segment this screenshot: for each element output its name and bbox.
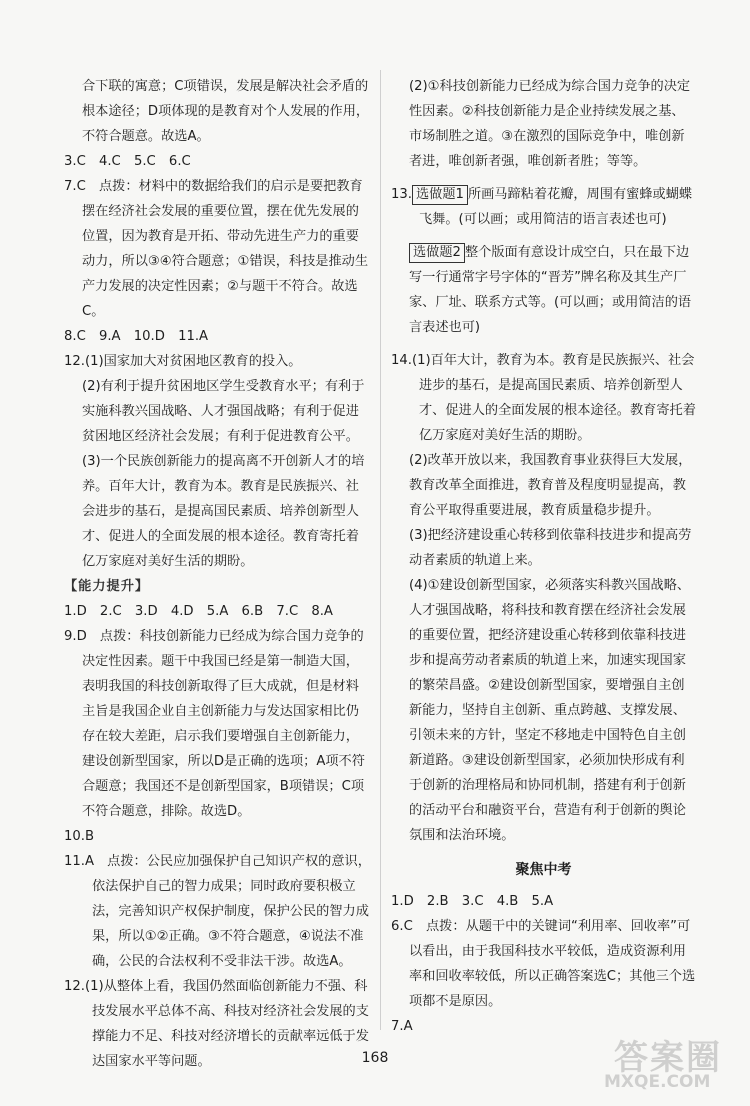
question-13 <box>391 182 696 232</box>
column-divider <box>380 70 381 1030</box>
answer-paragraph: 【能力提升】 <box>64 579 150 594</box>
answer-paragraph: 7.A <box>391 1019 413 1034</box>
answer-paragraph: 12.(1)国家加大对贫困地区教育的投入。 <box>64 354 302 369</box>
page-number: 168 <box>361 1050 389 1066</box>
answer-paragraph: (4)①建设创新型国家，必须落实科教兴国战略、人才强国战略，将科技和教育摆在经济社会发展的重要位置，把经济建设重心转移到依靠科技进步和提高劳动者素质的轨道上来，加速实现国家的繁荣昌盛。②建设创新型国家，要增强自主创新能力，坚持自主创新、重点跨越、支撑发展、引领未来的方针，坚定不移地走中国特色自主创新道路。③建设创新型国家，必须加快形成有利于创新的治理格局和协同机制，搭建有利于创新的活动平台和融资平台，营造有利于创新的舆论氛围和法治环境。 <box>409 578 691 843</box>
q13-option-box-1: 选做题1 <box>412 185 468 205</box>
answer-paragraph: (2)改革开放以来，我国教育事业获得巨大发展，教育改革全面推进，教育普及程度明显提高，教育公平取得重要进展，教育质量稳步提升。 <box>409 453 692 518</box>
watermark-logo <box>600 1028 740 1098</box>
answer-paragraph: 7.C 点拨：材料中的数据给我们的启示是要把教育摆在经济社会发展的重要位置，摆在优先发展的位置，因为教育是开拓、带动先进生产力的重要动力，所以③④符合题意；①错误，科技是推动生产力发展的决定性因素；②与题干不符合。故选C。 <box>64 179 369 319</box>
q13-answer-1: 所画马蹄粘着花瓣，周围有蜜蜂或蝴蝶飞舞。(可以画；或用简洁的语言表述也可) <box>419 187 693 227</box>
answer-paragraph: 8.C 9.A 10.D 11.A <box>64 329 209 344</box>
q13-answer-2: 整个版面有意设计成空白，只在最下边写一行通常字号字体的“晋芳”牌名称及其生产厂家、厂址、联系方式等。(可以画；或用简洁的语言表述也可) <box>409 245 692 335</box>
answer-paragraph: (3)把经济建设重心转移到依靠科技进步和提高劳动者素质的轨道上来。 <box>409 528 692 568</box>
answer-paragraph: 6.C 点拨：从题干中的关键词“利用率、回收率”可以看出，由于我国科技水平较低，造成资源利用率和回收率较低，所以正确答案选C；其他三个选项都不是原因。 <box>391 919 696 1009</box>
watermark-text: 答案圈 <box>614 1038 722 1078</box>
answer-paragraph: 12.(1)从整体上看，我国仍然面临创新能力不强、科技发展水平总体不高、科技对经济社会发展的支撑能力不足、科技对经济增长的贡献率远低于发达国家水平等问题。 <box>64 979 369 1069</box>
left-column <box>64 74 371 1074</box>
answer-paragraph: 1.D 2.B 3.C 4.B 5.A <box>391 894 554 909</box>
watermark-url: MXQE.COM <box>604 1072 711 1092</box>
answer-paragraph: (2)有利于提升贫困地区学生受教育水平；有利于实施科教兴国战略、人才强国战略；有利于促进贫困地区经济社会发展；有利于促进教育公平。 <box>82 379 365 444</box>
answer-paragraph: 14.(1)百年大计，教育为本。教育是民族振兴、社会进步的基石，是提高国民素质、培养创新型人才、促进人的全面发展的根本途径。教育寄托着亿万家庭对美好生活的期盼。 <box>391 353 696 443</box>
answer-paragraph: (2)①科技创新能力已经成为综合国力竞争的决定性因素。②科技创新能力是企业持续发展之基、市场制胜之道。③在激烈的国际竞争中，唯创新者进，唯创新者强，唯创新者胜；等等。 <box>409 79 691 169</box>
right-column <box>391 74 696 1039</box>
answer-paragraph: (3)一个民族创新能力的提高离不开创新人才的培养。百年大计，教育为本。教育是民族振兴、社会进步的基石，是提高国民素质、培养创新型人才、促进人的全面发展的根本途径。教育寄托着亿万家庭对美好生活的期盼。 <box>82 454 365 569</box>
answer-paragraph: 3.C 4.C 5.C 6.C <box>64 154 191 169</box>
q13-option-box-2: 选做题2 <box>409 243 465 263</box>
question-13-part-2 <box>391 240 696 340</box>
q13-number: 13. <box>391 187 412 202</box>
answer-paragraph: 1.D 2.C 3.D 4.D 5.A 6.B 7.C 8.A <box>64 604 333 619</box>
answer-paragraph: 合下联的寓意；C项错误，发展是解决社会矛盾的根本途径；D项体现的是教育对个人发展的作用，不符合题意。故选A。 <box>82 79 370 144</box>
focus-exam-heading: 聚焦中考 <box>515 862 572 878</box>
answer-paragraph: 9.D 点拨：科技创新能力已经成为综合国力竞争的决定性因素。题干中我国已经是第一制造大国，表明我国的科技创新取得了巨大成就，但是材料主旨是我国企业自主创新能力与发达国家相比仍存在较大差距，启示我们要增强自主创新能力，建设创新型国家，所以D是正确的选项；A项不符合题意；我国还不是创新型国家，B项错误；C项不符合题意，排除。故选D。 <box>64 629 365 819</box>
answer-paragraph: 11.A 点拨：公民应加强保护自己知识产权的意识，依法保护自己的智力成果；同时政府要积极立法，完善知识产权保护制度，保护公民的智力成果，所以①②正确。③不符合题意，④说法不准确，公民的合法权利不受非法干涉。故选A。 <box>64 854 371 969</box>
answer-paragraph: 10.B <box>64 829 95 844</box>
